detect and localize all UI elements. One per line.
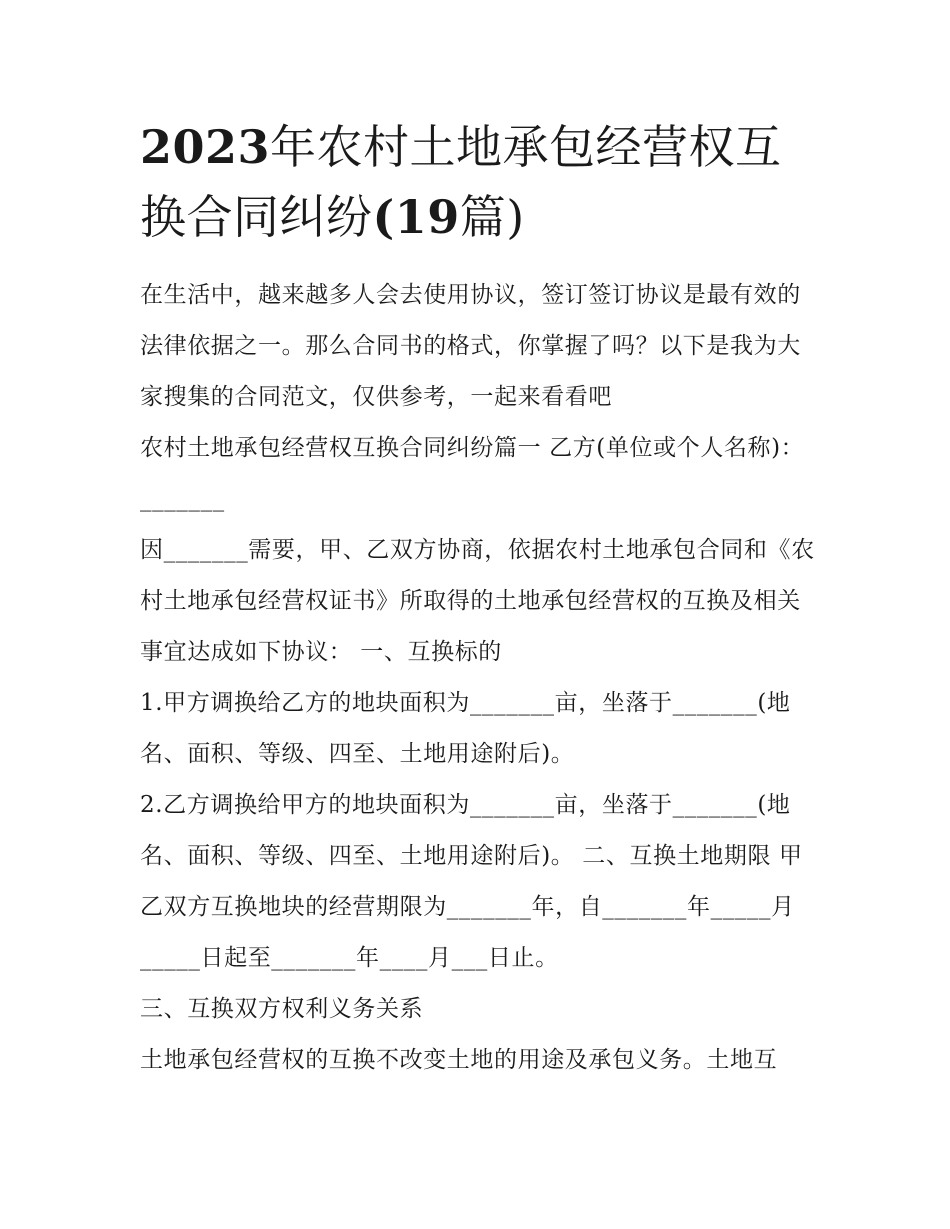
intro-paragraph: 在生活中，越来越多人会去使用协议，签订签订协议是最有效的法律依据之一。那么合同书的格式，你掌握了吗？以下是我为大家搜集的合同范文，仅供参考，一起来看看吧 xyxy=(140,282,801,410)
title-year: 2023 xyxy=(140,120,271,174)
title-suffix: 篇) xyxy=(459,190,525,244)
contract-heading-paragraph: 农村土地承包经营权互换合同纠纷篇一 乙方(单位或个人名称)：_______ xyxy=(140,435,805,512)
clause-2-paragraph: 2.乙方调换给甲方的地块面积为_______亩，坐落于_______(地名、面积、等级、四至、土地用途附后)。 二、互换土地期限 甲乙双方互换地块的经营期限为_______年，自_______年_____月_____日起至_______年____月___日止。 xyxy=(140,792,803,971)
title-count: (19 xyxy=(372,190,460,244)
section-3-heading: 三、互换双方权利义务关系 xyxy=(140,996,424,1022)
clause-1-paragraph: 1.甲方调换给乙方的地块面积为_______亩，坐落于_______(地名、面积、等级、四至、土地用途附后)。 xyxy=(140,690,791,767)
document-page xyxy=(140,112,815,1086)
title-text: 年农村土地承包经营权互换合同纠纷 xyxy=(140,120,782,244)
agreement-paragraph: 因_______需要，甲、乙双方协商，依据农村土地承包合同和《农村土地承包经营权证书》所取得的土地承包经营权的互换及相关事宜达成如下协议： 一、互换标的 xyxy=(140,537,815,665)
section-3-paragraph: 土地承包经营权的互换不改变土地的用途及承包义务。土地互 xyxy=(140,1047,778,1073)
document-title xyxy=(140,112,815,252)
